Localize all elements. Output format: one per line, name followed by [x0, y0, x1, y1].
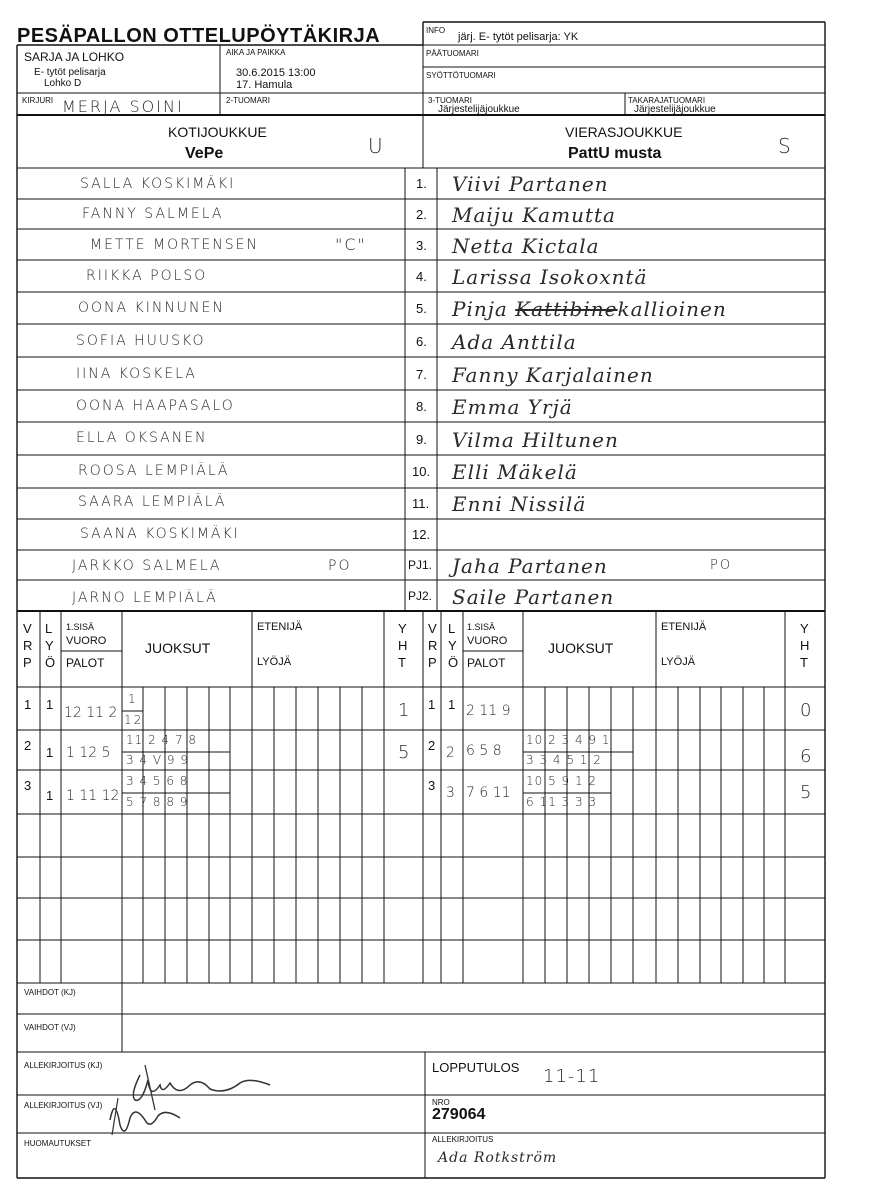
away-yht-3: 5 — [800, 782, 814, 803]
nro-value: 279064 — [432, 1106, 486, 1123]
home-palot-1: 12 11 2 — [64, 705, 118, 721]
home-player-12: SAANA KOSKIMÄKI — [80, 526, 240, 542]
away-player-10: Elli Mäkelä — [452, 460, 578, 484]
home-player-4: RIIKKA POLSO — [86, 268, 208, 284]
subs-away-label: VAIHDOT (VJ) — [24, 1023, 76, 1032]
home-yht-header: Y H T — [398, 621, 408, 670]
info-value: järj. E- tytöt pelisarja: YK — [458, 31, 579, 43]
away-player-9: Vilma Hiltunen — [452, 428, 619, 452]
away-period-3: 3 — [428, 778, 436, 793]
away-coach-note: PO — [710, 558, 733, 573]
roster-number-1: 1. — [416, 176, 427, 191]
home-player-8: OONA HAAPASALO — [76, 398, 235, 414]
final-score-value: 11-11 — [543, 1066, 601, 1087]
back-umpire-label: TAKARAJATUOMARI — [628, 96, 706, 105]
home-team-label: KOTIJOUKKUE — [168, 124, 267, 140]
away-team-label: VIERASJOUKKUE — [565, 124, 683, 140]
away-player-11: Enni Nissilä — [452, 492, 587, 516]
roster-number-11: 11. — [412, 496, 430, 511]
roster-number-10: 10. — [412, 464, 431, 479]
roster-number-pj1: PJ1. — [408, 558, 433, 572]
home-runs-2-top: 11 2 4 7 8 — [126, 733, 198, 747]
home-lyo-header: L Y Ö — [45, 621, 56, 670]
signature-value: Ada Rotkström — [438, 1150, 558, 1166]
final-score-label: LOPPUTULOS — [432, 1060, 520, 1075]
home-runs-1-top: 1 — [128, 692, 138, 706]
home-palot-header: PALOT — [66, 656, 105, 670]
away-runs-2-top: 10 2 3 4 9 1 — [526, 733, 611, 747]
home-player-9: ELLA OKSANEN — [76, 430, 208, 446]
home-palot-3: 1 11 12 — [66, 788, 120, 804]
away-palot-header: PALOT — [467, 656, 506, 670]
roster-number-8: 8. — [416, 399, 427, 414]
chief-umpire-label: PÄÄTUOMARI — [426, 49, 479, 58]
roster-number-5: 5. — [416, 301, 427, 316]
home-coach-note: PO — [328, 558, 352, 574]
form-title: PESÄPALLON OTTELUPÖYTÄKIRJA — [17, 25, 381, 47]
away-yht-header: Y H T — [800, 621, 810, 670]
place-value: 17. Hamula — [236, 79, 293, 91]
away-vuoro-header: VUORO — [467, 635, 508, 647]
away-player-1: Viivi Partanen — [452, 172, 609, 196]
away-runs-2-bottom: 3 3 4 5 1 2 — [526, 753, 602, 767]
home-lyoja-header: LYÖJÄ — [257, 656, 292, 668]
home-runs-3-top: 3 4 5 6 8 — [126, 774, 189, 788]
away-player-5 — [452, 297, 727, 321]
away-yht-2: 6 — [800, 746, 814, 767]
home-player-5: OONA KINNUNEN — [78, 300, 225, 316]
series-label: SARJA JA LOHKO — [24, 50, 125, 64]
pitch-umpire-label: SYÖTTÖTUOMARI — [426, 71, 496, 80]
home-runs-2-bottom: 3 4 V 9 9 — [126, 753, 190, 767]
time-place-label: AIKA JA PAIKKA — [226, 48, 286, 57]
roster-number-3: 3. — [416, 238, 427, 253]
third-umpire-label: 3-TUOMARI — [428, 96, 472, 105]
home-yht-2: 5 — [398, 742, 412, 763]
info-label: INFO — [426, 26, 446, 35]
away-yht-1: 0 — [800, 700, 814, 721]
roster-number-7: 7. — [416, 367, 427, 382]
away-sisa-header: 1.SISÄ — [467, 622, 496, 632]
roster-number-pj2: PJ2. — [408, 589, 433, 603]
home-coach-2: JARNO LEMPIÄLÄ — [72, 590, 218, 606]
away-player-4: Larissa Isokoxntä — [452, 265, 648, 289]
away-player-6: Ada Anttila — [452, 330, 577, 354]
subs-home-label: VAIHDOT (KJ) — [24, 988, 76, 997]
away-coach-2: Saile Partanen — [452, 585, 615, 609]
home-period-2: 2 — [24, 738, 32, 753]
home-lyo-2: 1 — [46, 745, 54, 760]
away-player-8: Emma Yrjä — [452, 395, 573, 419]
scorer-label: KIRJURI — [22, 96, 54, 105]
home-player-11: SAARA LEMPIÄLÄ — [78, 494, 227, 510]
away-signature — [90, 1090, 210, 1140]
away-palot-3: 7 6 11 — [466, 785, 511, 801]
home-vuoro-header: VUORO — [66, 635, 107, 647]
away-lyoja-header: LYÖJÄ — [661, 656, 696, 668]
home-team-mark: U — [368, 134, 385, 158]
away-vrp-header: V R P — [428, 621, 438, 670]
home-player-10: ROOSA LEMPIÄLÄ — [78, 463, 230, 479]
series-value-line1: E- tytöt pelisarja — [34, 67, 106, 78]
sign-away-label: ALLEKIRJOITUS (VJ) — [24, 1101, 103, 1110]
away-runs-3-bottom: 6 11 3 3 3 — [526, 795, 598, 809]
home-lyo-1: 1 — [46, 697, 54, 712]
away-lyo-1: 1 — [448, 697, 456, 712]
away-lyo-2: 2 — [446, 745, 455, 761]
back-umpire-value: Järjestelijäjoukkue — [634, 104, 716, 115]
away-palot-1: 2 11 9 — [466, 703, 511, 719]
notes-label: HUOMAUTUKSET — [24, 1139, 92, 1148]
home-lyo-3: 1 — [46, 788, 54, 803]
third-umpire-value: Järjestelijäjoukkue — [438, 104, 520, 115]
home-runs-1-bottom: 12 — [124, 713, 144, 727]
away-coach-1: Jaha Partanen — [452, 554, 608, 578]
away-lyo-3: 3 — [446, 785, 455, 801]
home-player-1: SALLA KOSKIMÄKI — [80, 176, 236, 192]
home-vrp-header: V R P — [23, 621, 33, 670]
away-team-name: PattU musta — [568, 145, 662, 162]
home-period-3: 3 — [24, 778, 32, 793]
away-palot-2: 6 5 8 — [466, 743, 502, 759]
away-player-3: Netta Kictala — [452, 234, 600, 258]
home-captain-mark: "C" — [335, 235, 367, 254]
roster-number-2: 2. — [416, 207, 427, 222]
away-team-mark: S — [778, 134, 793, 158]
home-sisa-header: 1.SISÄ — [66, 622, 95, 632]
home-runs-3-bottom: 5 7 8 8 9 — [126, 795, 189, 809]
home-player-2: FANNY SALMELA — [82, 206, 224, 222]
signature-label: ALLEKIRJOITUS — [432, 1135, 494, 1144]
away-runs-3-top: 10 5 9 1 2 — [526, 774, 598, 788]
home-etenija-header: ETENIJÄ — [257, 621, 303, 633]
away-etenija-header: ETENIJÄ — [661, 621, 707, 633]
roster-number-4: 4. — [416, 269, 427, 284]
scorer-name: MERJA SOINI — [62, 97, 184, 116]
sign-home-label: ALLEKIRJOITUS (KJ) — [24, 1061, 103, 1070]
nro-label: NRO — [432, 1098, 450, 1107]
roster-number-12: 12. — [412, 527, 431, 542]
time-value: 30.6.2015 13:00 — [236, 67, 316, 79]
home-coach-1: JARKKO SALMELA — [72, 558, 222, 574]
away-lyo-header: L Y Ö — [448, 621, 459, 670]
home-team-name: VePe — [185, 145, 224, 162]
series-value-line2: Lohko D — [44, 78, 82, 89]
home-palot-2: 1 12 5 — [66, 745, 111, 761]
home-player-7: IINA KOSKELA — [76, 366, 197, 382]
away-player-7: Fanny Karjalainen — [452, 363, 654, 387]
roster-number-6: 6. — [416, 334, 427, 349]
home-player-3: METTE MORTENSEN — [90, 237, 259, 253]
home-yht-1: 1 — [398, 700, 412, 721]
home-player-6: SOFIA HUUSKO — [76, 333, 206, 349]
second-umpire-label: 2-TUOMARI — [226, 96, 270, 105]
away-player-5-struck: Kattibine — [515, 297, 618, 321]
away-period-2: 2 — [428, 738, 436, 753]
away-player-5-first: Pinja — [452, 297, 508, 321]
away-period-1: 1 — [428, 697, 436, 712]
away-player-2: Maiju Kamutta — [452, 203, 616, 227]
home-juoksut-header: JUOKSUT — [145, 640, 211, 656]
home-period-1: 1 — [24, 697, 32, 712]
away-juoksut-header: JUOKSUT — [548, 640, 614, 656]
roster-number-9: 9. — [416, 432, 427, 447]
away-player-5-last: kallioinen — [617, 297, 727, 321]
